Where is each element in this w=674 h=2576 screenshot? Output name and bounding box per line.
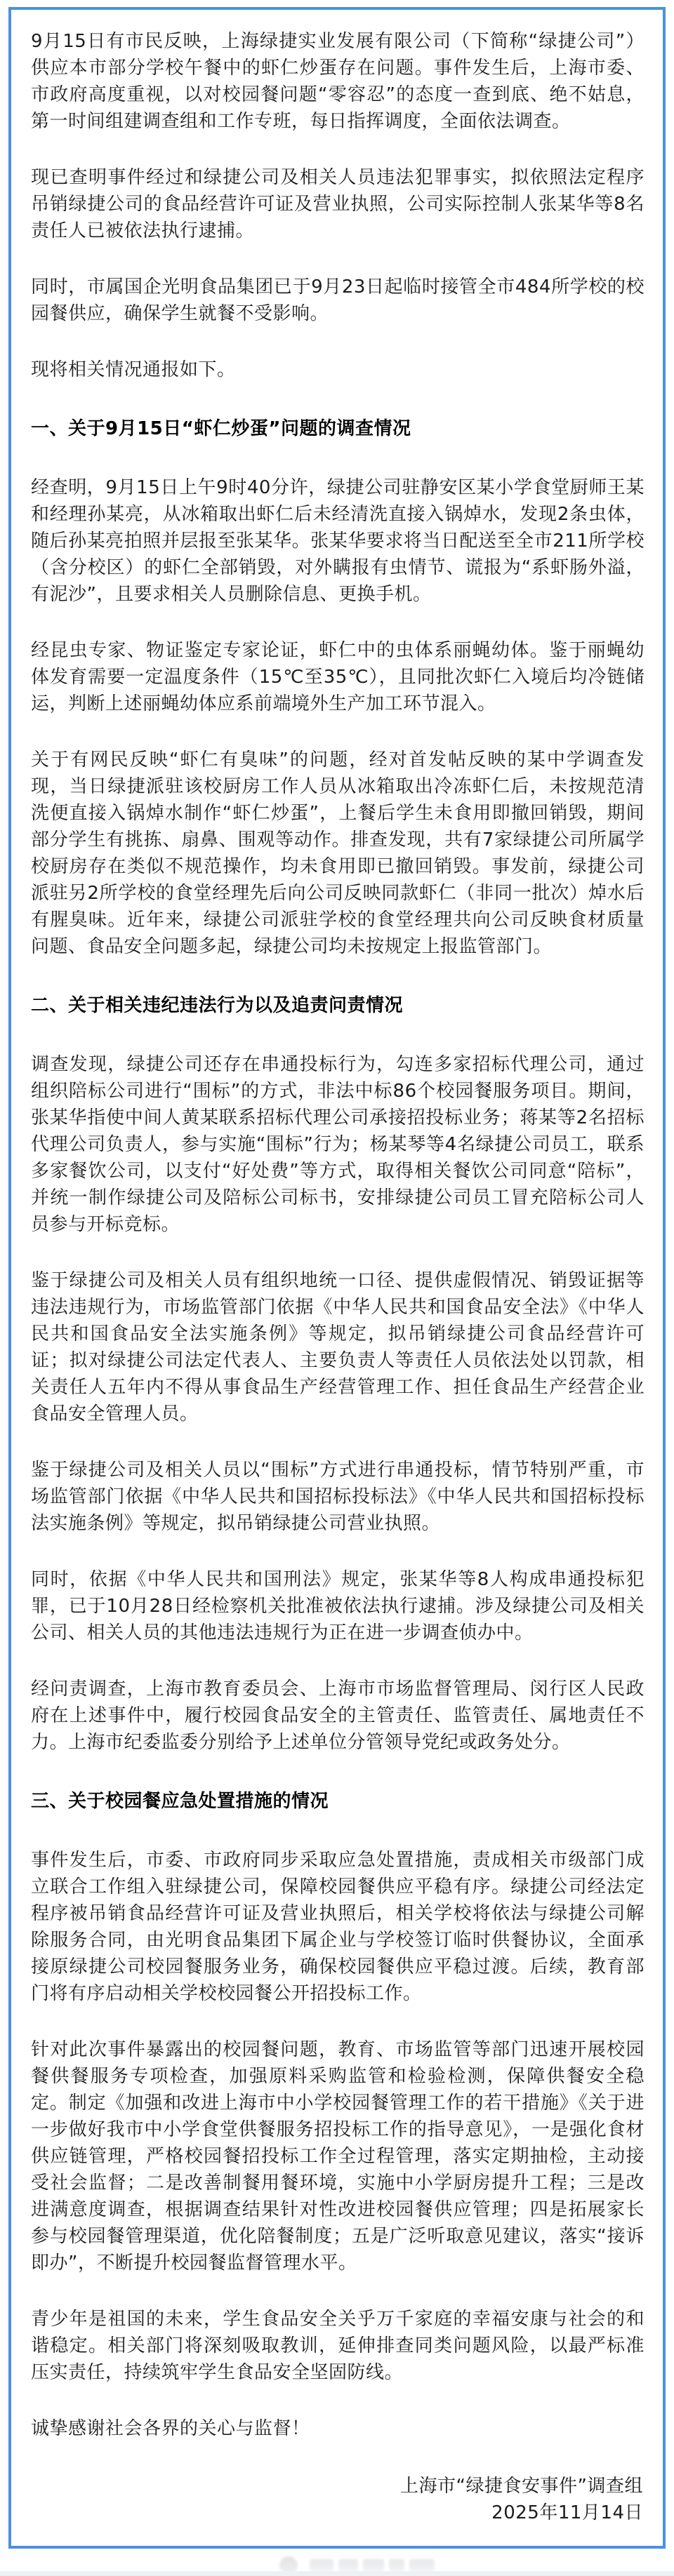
section-2-paragraph-2: 鉴于绿捷公司及相关人员有组织地统一口径、提供虚假情况、销毁证据等违法违规行为，市场监管部门依据《中华人民共和国食品安全法》《中华人民共和国食品安全法实施条例》等规定，拟吊销绿捷公司食品经营许可证；拟对绿捷公司法定代表人、主要负责人等责任人员依法处以罚款，相关责任人五年内不得从事食品生产经营管理工作、担任食品生产经营企业食品安全管理人员。 bbox=[31, 1270, 645, 1424]
paragraph-intro-3: 同时，市属国企光明食品集团已于9月23日起临时接管全市484所学校的校园餐供应，确保学生就餐不受影响。 bbox=[31, 276, 645, 324]
section-2-paragraph-4: 同时，依据《中华人民共和国刑法》规定，张某华等8人构成串通投标犯罪，已于10月28日经检察机关批准被依法执行逮捕。涉及绿捷公司及相关公司、相关人员的其他违法违规行为正在进一步调查侦办中。 bbox=[31, 1569, 645, 1643]
section-1-paragraph-2: 经昆虫专家、物证鉴定专家论证，虾仁中的虫体系丽蝇幼体。鉴于丽蝇幼体发育需要一定温度条件（15℃至35℃），且同批次虾仁入境后均冷链储运，判断上述丽蝇幼体应系前端境外生产加工环节混入。 bbox=[31, 640, 645, 714]
paragraph-intro-1: 9月15日有市民反映，上海绿捷实业发展有限公司（下简称“绿捷公司”）供应本市部分学校午餐中的虾仁炒蛋存在问题。事件发生后，上海市委、市政府高度重视，以对校园餐问题“零容忍”的态度一查到底、绝不姑息，第一时间组建调查组和工作专班，每日指挥调度，全面依法调查。 bbox=[31, 31, 645, 132]
paragraph-intro-2: 现已查明事件经过和绿捷公司及相关人员违法犯罪事实，拟依照法定程序吊销绿捷公司的食品经营许可证及营业执照，公司实际控制人张某华等8名责任人已被依法执行逮捕。 bbox=[31, 167, 645, 241]
section-3-heading: 三、关于校园餐应急处置措施的情况 bbox=[31, 1791, 329, 1812]
section-2-paragraph-3: 鉴于绿捷公司及相关人员以“围标”方式进行串通投标，情节特别严重，市场监管部门依据《中华人民共和国招标投标法》《中华人民共和国招标投标法实施条例》等规定，拟吊销绿捷公司营业执照。 bbox=[31, 1460, 645, 1534]
section-1-paragraph-1: 经查明，9月15日上午9时40分许，绿捷公司驻静安区某小学食堂厨师王某和经理孙某亮，从冰箱取出虾仁后未经清洗直接入锅焯水，发现2条虫体，随后孙某亮拍照并层报至张某华。张某华要求将当日配送至全市211所学校（含分校区）的虾仁全部销毁，对外瞒报有虫情节、谎报为“系虾肠外溢，有泥沙”，且要求相关人员删除信息、更换手机。 bbox=[31, 477, 645, 605]
section-1-heading: 一、关于9月15日“虾仁炒蛋”问题的调查情况 bbox=[31, 418, 411, 439]
section-1-paragraph-3: 关于有网民反映“虾仁有臭味”的问题，经对首发帖反映的某中学调查发现，当日绿捷派驻该校厨房工作人员从冰箱取出冷冻虾仁后，未按规范清洗便直接入锅焯水制作“虾仁炒蛋”，上餐后学生未食用即撤回销毁，期间部分学生有挑拣、扇鼻、围观等动作。排查发现，共有7家绿捷公司所属学校厨房存在类似不规范操作，均未食用即已撤回销毁。事发前，绿捷公司派驻另2所学校的食堂经理先后向公司反映同款虾仁（非同一批次）焯水后有腥臭味。近年来，绿捷公司派驻学校的食堂经理共向公司反映食材质量问题、食品安全问题多起，绿捷公司均未按规定上报监管部门。 bbox=[31, 749, 645, 957]
paragraph-intro-4: 现将相关情况通报如下。 bbox=[31, 359, 236, 380]
section-2-paragraph-1: 调查发现，绿捷公司还存在串通投标行为，勾连多家招标代理公司，通过组织陪标公司进行“围标”的方式，非法中标86个校园餐服务项目。期间，张某华指使中间人黄某联系招标代理公司承接招投标业务；蒋某等2名招标代理公司负责人，参与实施“围标”行为；杨某琴等4名绿捷公司员工，联系多家餐饮公司，以支付“好处费”等方式，取得相关餐饮公司同意“陪标”，并统一制作绿捷公司及陪标公司标书，安排绿捷公司员工冒充陪标公司人员参与开标竞标。 bbox=[31, 1054, 645, 1235]
section-3-paragraph-2: 针对此次事件暴露出的校园餐问题，教育、市场监管等部门迅速开展校园餐供餐服务专项检查，加强原料采购监管和检验检测，保障供餐安全稳定。制定《加强和改进上海市中小学校园餐管理工作的若干措施》《关于进一步做好我市中小学食堂供餐服务招投标工作的指导意见》，一是强化食材供应链管理，严格校园餐招投标工作全过程管理，落实定期抽检，主动接受社会监督；二是改善制餐用餐环境，实施中小学厨房提升工程；三是改进满意度调查，根据调查结果针对性改进校园餐供应管理；四是拓展家长参与校园餐管理渠道，优化陪餐制度；五是广泛听取意见建议，落实“接诉即办”，不断提升校园餐监督管理水平。 bbox=[31, 2039, 645, 2274]
section-2-paragraph-5: 经问责调查，上海市教育委员会、上海市市场监督管理局、闵行区人民政府在上述事件中，履行校园食品安全的主管责任、监管责任、属地责任不力。上海市纪委监委分别给予上述单位分管领导党纪或政务处分。 bbox=[31, 1679, 645, 1753]
notice-page bbox=[0, 7, 674, 2576]
section-3-paragraph-1: 事件发生后，市委、市政府同步采取应急处置措施，责成相关市级部门成立联合工作组入驻绿捷公司，保障校园餐供应平稳有序。绿捷公司经法定程序被吊销食品经营许可证及营业执照后，相关学校将依法与绿捷公司解除服务合同，由光明食品集团下属企业与学校签订临时供餐协议，全面承接原绿捷公司校园餐服务业务，确保校园餐供应平稳过渡。后续，教育部门将有序启动相关学校校园餐公开招投标工作。 bbox=[31, 1850, 645, 2004]
issuer-signature: 上海市“绿捷食安事件”调查组 bbox=[400, 2476, 643, 2497]
signature-block bbox=[31, 2473, 645, 2526]
page-bottom-strip bbox=[0, 2571, 674, 2576]
section-3-paragraph-3: 青少年是祖国的未来，学生食品安全关乎万千家庭的幸福安康与社会的和谐稳定。相关部门将深刻吸取教训，延伸排查同类问题风险，以最严标准压实责任，持续筑牢学生食品安全坚固防线。 bbox=[31, 2309, 645, 2383]
section-2-heading: 二、关于相关违纪违法行为以及追责问责情况 bbox=[31, 995, 404, 1016]
issue-date: 2025年11月14日 bbox=[491, 2502, 643, 2523]
closing-thanks-line: 诚挚感谢社会各界的关心与监督！ bbox=[31, 2418, 310, 2439]
notice-document-frame bbox=[8, 7, 666, 2549]
